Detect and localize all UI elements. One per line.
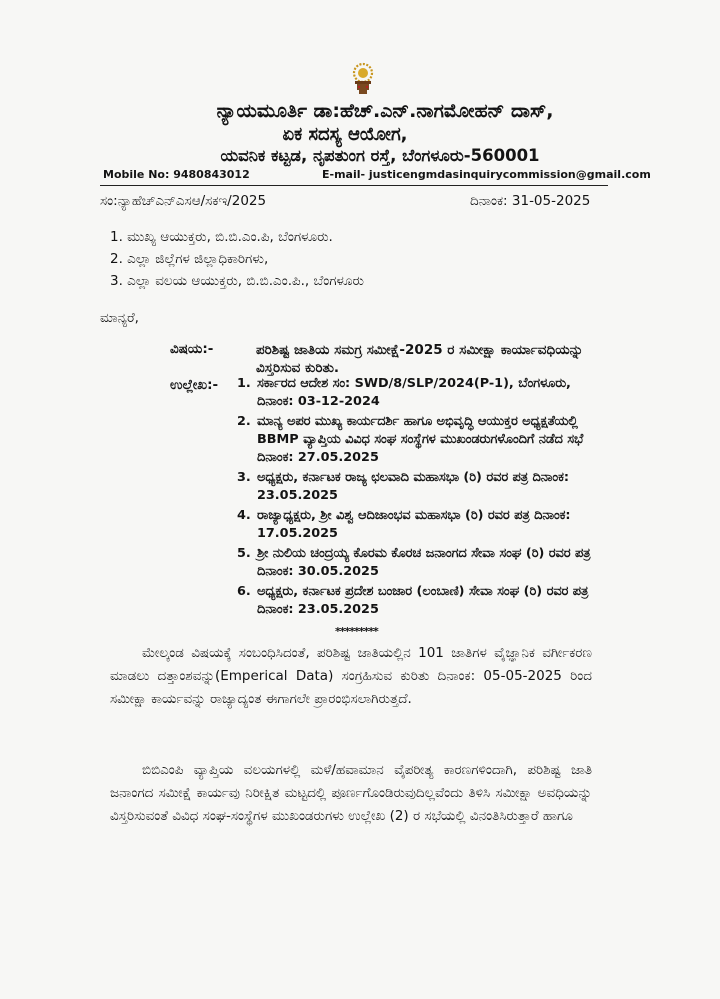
reference-number-label: 6. — [237, 584, 251, 599]
reference-item — [237, 413, 592, 467]
references-label: ಉಲ್ಲೇಖ:- — [170, 377, 219, 393]
reference-number-label: 4. — [237, 508, 251, 523]
recipient-item: 2. ಎಲ್ಲಾ ಜಿಲ್ಲೆಗಳ ಜಿಲ್ಲಾಧಿಕಾರಿಗಳು, — [110, 251, 269, 267]
body-paragraph: ಮೇಲ್ಕಂಡ ವಿಷಯಕ್ಕೆ ಸಂಬಂಧಿಸಿದಂತೆ, ಪರಿಶಿಷ್ಟ ಜಾತಿಯಲ್ಲಿನ 101 ಜಾತಿಗಳ ವೈಜ್ಞಾನಿಕ ವರ್ಗೀಕರಣ ಮಾಡಲು ದತ್ತಾಂಶವನ್ನು(Emperical Data) ಸಂಗ್ರಹಿಸುವ ಕುರಿತು ದಿನಾಂಕ: 05-05-2025 ರಿಂದ ಸಮೀಕ್ಷಾ ಕಾರ್ಯವನ್ನು ರಾಜ್ಯಾದ್ಯಂತ ಈಗಾಗಲೇ ಪ್ರಾರಂಭಿಸಲಾಗಿರುತ್ತದೆ. — [110, 645, 592, 707]
commission-title: ಏಕ ಸದಸ್ಯ ಆಯೋಗ, — [282, 124, 408, 145]
reference-text: ಅಧ್ಯಕ್ಷರು, ಕರ್ನಾಟಕ ರಾಜ್ಯ ಛಲವಾದಿ ಮಹಾಸಭಾ (ರಿ) ರವರ ಪತ್ರ ದಿನಾಂಕ: 23.05.2025 — [257, 470, 569, 503]
reference-number-label: 1. — [237, 376, 251, 391]
reference-text: ಮಾನ್ಯ ಅಪರ ಮುಖ್ಯ ಕಾರ್ಯದರ್ಶಿ ಹಾಗೂ ಅಭಿವೃದ್ಧಿ ಆಯುಕ್ತರ ಅಧ್ಯಕ್ಷತೆಯಲ್ಲಿ BBMP ವ್ಯಾಪ್ತಿಯ ವಿವಿಧ ಸಂಘ ಸಂಸ್ಥೆಗಳ ಮುಖಂಡರುಗಳೊಂದಿಗೆ ನಡೆದ ಸಭೆ ದಿನಾಂಕ: 27.05.2025 — [257, 414, 584, 465]
reference-item — [237, 545, 592, 581]
letter-date: ದಿನಾಂಕ: 31-05-2025 — [470, 193, 591, 209]
reference-number-label: 3. — [237, 470, 251, 485]
org-name: ನ್ಯಾಯಮೂರ್ತಿ ಡಾ:ಹೆಚ್.ಎನ್.ನಾಗಮೋಹನ್ ದಾಸ್, — [216, 100, 554, 122]
subject-label: ವಿಷಯ:- — [170, 341, 214, 357]
mobile-number: Mobile No: 9480843012 — [103, 168, 250, 181]
subject-text: ಪರಿಶಿಷ್ಟ ಜಾತಿಯ ಸಮಗ್ರ ಸಮೀಕ್ಷೆ-2025 ರ ಸಮೀಕ್ಷಾ ಕಾರ್ಯಾವಧಿಯನ್ನು ವಿಸ್ತರಿಸುವ ಕುರಿತು. — [256, 342, 584, 376]
recipient-item: 1. ಮುಖ್ಯ ಆಯುಕ್ತರು, ಬಿ.ಬಿ.ಎಂ.ಪಿ, ಬೆಂಗಳೂರು. — [110, 229, 333, 245]
references-list — [237, 375, 592, 621]
reference-number-label: 5. — [237, 546, 251, 561]
email-address: E-mail- justicengmdasinquirycommission@gmail.com — [322, 168, 651, 181]
reference-item — [237, 507, 592, 543]
body-paragraph: ಬಿಬಿಎಂಪಿ ವ್ಯಾಪ್ತಿಯ ವಲಯಗಳಲ್ಲಿ ಮಳೆ/ಹವಾಮಾನ ವೈಪರೀತ್ಯ ಕಾರಣಗಳಿಂದಾಗಿ, ಪರಿಶಿಷ್ಟ ಜಾತಿ ಜನಾಂಗದ ಸಮೀಕ್ಷೆ ಕಾರ್ಯವು ನಿರೀಕ್ಷಿತ ಮಟ್ಟದಲ್ಲಿ ಪೂರ್ಣಗೊಂಡಿರುವುದಿಲ್ಲವೆಂದು ತಿಳಿಸಿ ಸಮೀಕ್ಷಾ ಅವಧಿಯನ್ನು ವಿಸ್ತರಿಸುವಂತೆ ವಿವಿಧ ಸಂಘ-ಸಂಸ್ಥೆಗಳ ಮುಖಂಡರುಗಳು ಉಲ್ಲೇಖ (2) ರ ಸಭೆಯಲ್ಲಿ ವಿನಂತಿಸಿರುತ್ತಾರೆ ಹಾಗೂ — [110, 762, 592, 824]
reference-item — [237, 375, 592, 411]
reference-text: ರಾಜ್ಯಾಧ್ಯಕ್ಷರು, ಶ್ರೀ ವಿಶ್ವ ಆದಿಜಾಂಭವ ಮಹಾಸಭಾ (ರಿ) ರವರ ಪತ್ರ ದಿನಾಂಕ: 17.05.2025 — [257, 508, 571, 541]
recipient-item: 3. ಎಲ್ಲಾ ವಲಯ ಆಯುಕ್ತರು, ಬಿ.ಬಿ.ಎಂ.ಪಿ., ಬೆಂಗಳೂರು — [110, 273, 364, 289]
reference-text: ಅಧ್ಯಕ್ಷರು, ಕರ್ನಾಟಕ ಪ್ರದೇಶ ಬಂಜಾರ (ಲಂಬಾಣಿ) ಸೇವಾ ಸಂಘ (ರಿ) ರವರ ಪತ್ರ ದಿನಾಂಕ: 23.05.2025 — [257, 584, 589, 617]
reference-item — [237, 583, 592, 619]
commission-emblem-icon — [350, 62, 376, 96]
header-divider — [100, 185, 608, 186]
reference-number: ಸಂ:ನ್ಯಾಹೆಚ್ಎನ್ಎಸಆ/ಸಕಇ/2025 — [100, 193, 267, 209]
reference-text: ಶ್ರೀ ನುಲಿಯ ಚಂದ್ರಯ್ಯ ಕೊರಮ ಕೊರಚ ಜನಾಂಗದ ಸೇವಾ ಸಂಘ (ರಿ) ರವರ ಪತ್ರ ದಿನಾಂಕ: 30.05.2025 — [257, 546, 591, 579]
reference-text: ಸರ್ಕಾರದ ಆದೇಶ ಸಂ: SWD/8/SLP/2024(P-1), ಬೆಂಗಳೂರು, ದಿನಾಂಕ: 03-12-2024 — [257, 376, 571, 409]
salutation: ಮಾನ್ಯರೆ, — [100, 310, 139, 326]
reference-item — [237, 469, 592, 505]
office-address: ಯವನಿಕ ಕಟ್ಟಡ, ನೃಪತುಂಗ ರಸ್ತೆ, ಬೆಂಗಳೂರು-560001 — [220, 146, 540, 165]
reference-number-label: 2. — [237, 414, 251, 429]
section-separator: ********* — [335, 625, 378, 638]
